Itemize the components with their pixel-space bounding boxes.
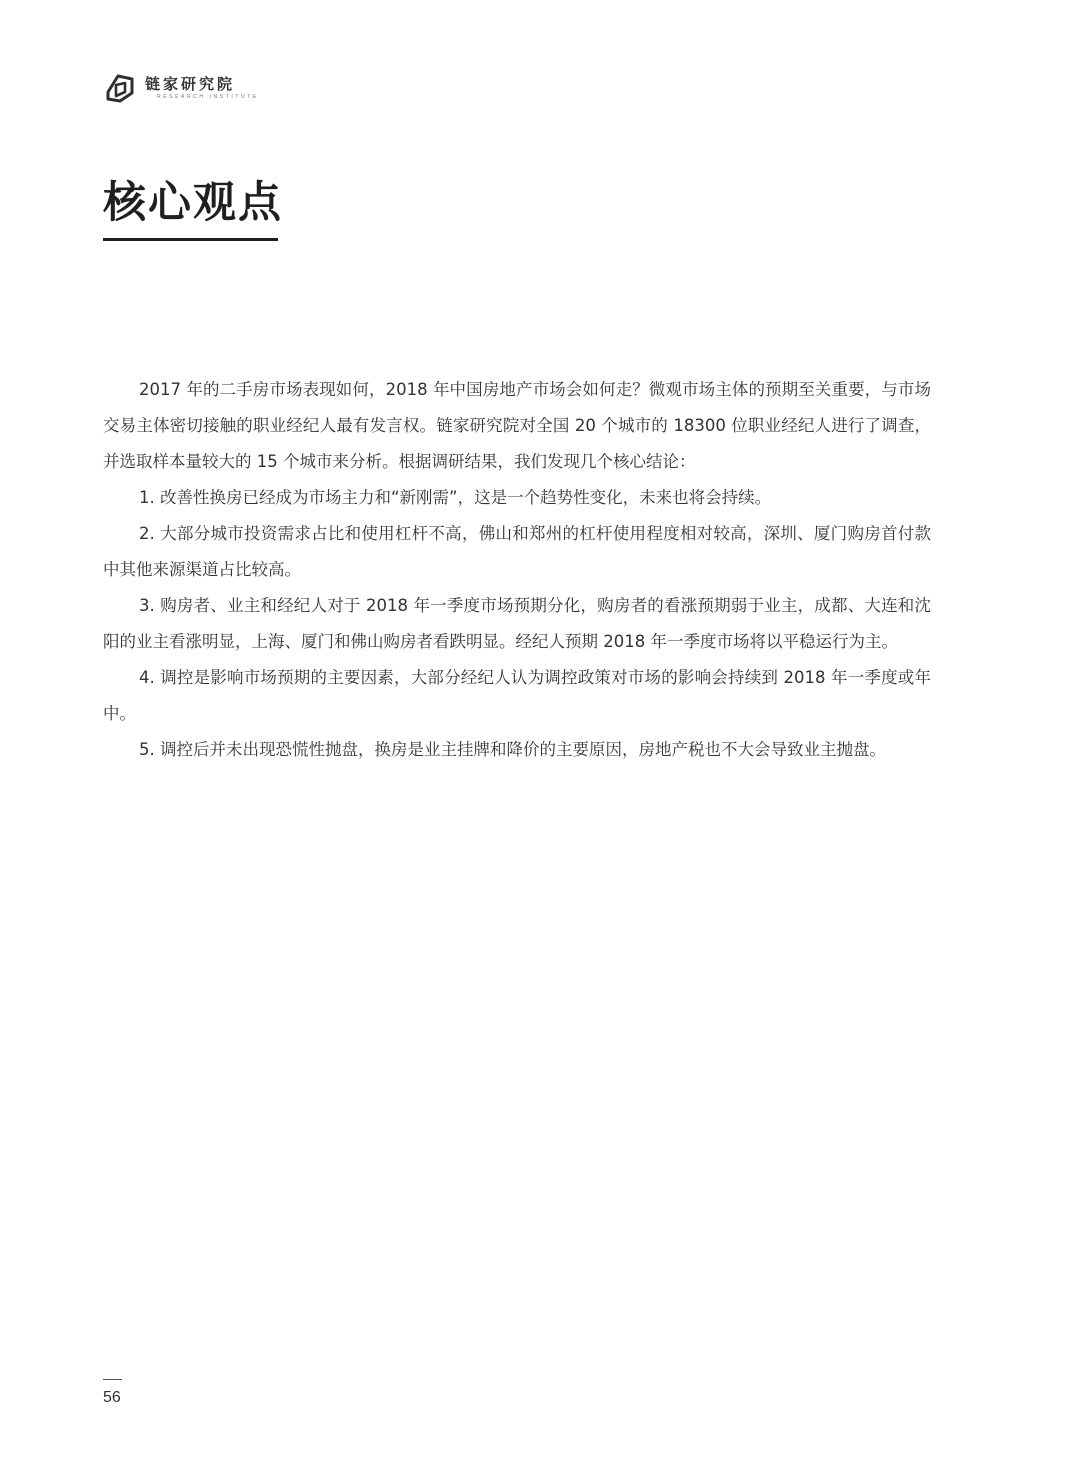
brand-name: 链家研究院 <box>145 75 236 93</box>
header <box>103 68 259 108</box>
page-title: 核心观点 <box>103 178 283 228</box>
brand <box>145 75 259 101</box>
conclusion-4: 4. 调控是影响市场预期的主要因素，大部分经纪人认为调控政策对市场的影响会持续到 2018 年一季度或年中。 <box>103 668 931 723</box>
footer-rule <box>103 1379 122 1380</box>
conclusion-3: 3. 购房者、业主和经纪人对于 2018 年一季度市场预期分化，购房者的看涨预期弱于业主，成都、大连和沈阳的业主看涨明显，上海、厦门和佛山购房者看跌明显。经纪人预期 2018 年一季度市场将以平稳运行为主。 <box>103 596 931 651</box>
conclusion-5: 5. 调控后并未出现恐慌性抛盘，换房是业主挂牌和降价的主要原因，房地产税也不大会导致业主抛盘。 <box>139 740 886 759</box>
page-number: 56 <box>103 1389 121 1406</box>
title-underline <box>103 238 278 241</box>
body-text <box>103 372 931 768</box>
lianjia-logo-icon <box>103 71 137 105</box>
intro-paragraph: 2017 年的二手房市场表现如何，2018 年中国房地产市场会如何走？微观市场主体的预期至关重要，与市场交易主体密切接触的职业经纪人最有发言权。链家研究院对全国 20 个城市的 18300 位职业经纪人进行了调查，并选取样本量较大的 15 个城市来分析。根据调研结果，我们发现几个核心结论： <box>103 380 931 471</box>
conclusion-2: 2. 大部分城市投资需求占比和使用杠杆不高，佛山和郑州的杠杆使用程度相对较高，深圳、厦门购房首付款中其他来源渠道占比较高。 <box>103 524 931 579</box>
conclusion-1: 1. 改善性换房已经成为市场主力和“新刚需”，这是一个趋势性变化，未来也将会持续。 <box>139 488 772 507</box>
brand-subtitle: RESEARCH INSTITUTE <box>157 94 259 100</box>
